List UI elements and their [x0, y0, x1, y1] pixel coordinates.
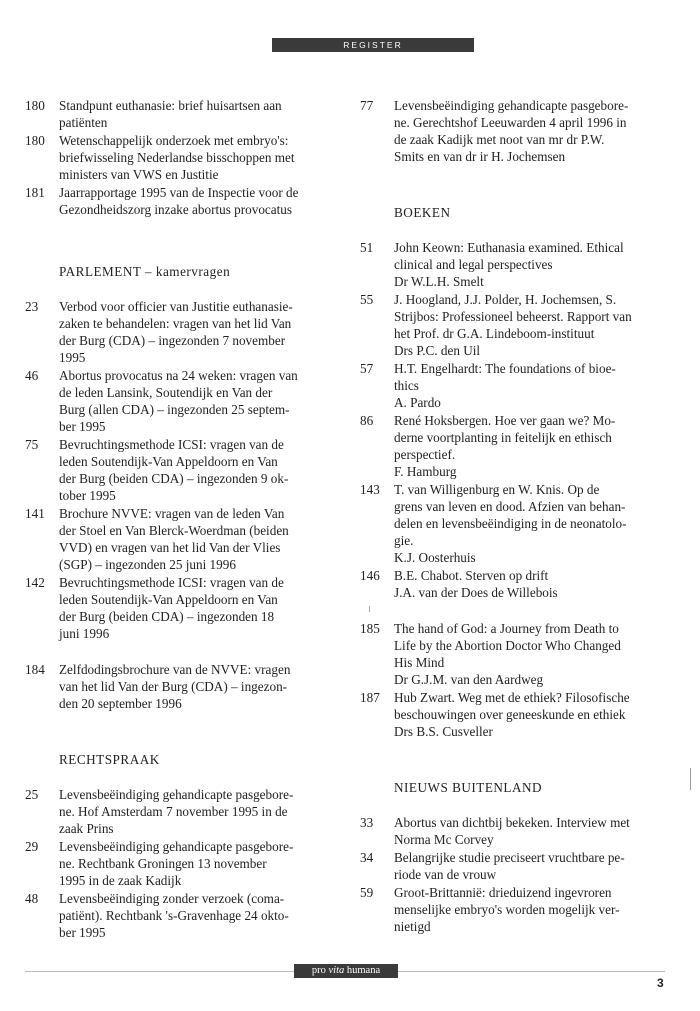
entry-text-line: Belangrijke studie preciseert vruchtbare pe- [394, 850, 625, 865]
register-entry [25, 97, 340, 131]
entry-page-number: 187 [360, 690, 380, 705]
entry-text-line: Abortus provocatus na 24 weken: vragen van [59, 368, 298, 383]
register-entry [360, 689, 670, 740]
register-entry [360, 567, 670, 601]
entry-text-line: F. Hamburg [394, 464, 457, 479]
entry-text-line: Levensbeëindiging zonder verzoek (coma- [59, 891, 285, 906]
entry-text-line: ne. Hof Amsterdam 7 november 1995 in de [59, 804, 288, 819]
entry-page-number: 75 [25, 437, 39, 452]
entry-text-line: grens van leven en dood. Afzien van behan- [394, 499, 626, 514]
entry-text-line: Life by the Abortion Doctor Who Changed [394, 638, 621, 653]
left-column [25, 97, 340, 942]
entry-text-line: perspectief. [394, 447, 456, 462]
boeken-extra-entries [360, 620, 670, 740]
register-entry [360, 814, 670, 848]
entry-text-line: Burg (allen CDA) – ingezonden 25 septem- [59, 402, 290, 417]
entry-text-line: A. Pardo [394, 395, 441, 410]
entry-page-number: 185 [360, 621, 380, 636]
entry-text-line: menselijke embryo's worden mogelijk ver- [394, 902, 620, 917]
entry-text-line: tober 1995 [59, 488, 116, 503]
entry-text-line: gie. [394, 533, 414, 548]
entry-text-line: ministers van VWS en Justitie [59, 167, 219, 182]
entry-page-number: 143 [360, 482, 380, 497]
section-title-parlement: PARLEMENT – kamervragen [59, 264, 231, 279]
entry-text-line: Dr G.J.M. van den Aardweg [394, 672, 544, 687]
entry-text-line: T. van Willigenburg en W. Knis. Op de [394, 482, 600, 497]
entry-text-line: van het lid Van der Burg (CDA) – ingezon- [59, 679, 288, 694]
entry-text-line: Verbod voor officier van Justitie euthanasie- [59, 299, 293, 314]
entry-page-number: 34 [360, 850, 374, 865]
entry-text-line: derne voortplanting in feitelijk en ethisch [394, 430, 612, 445]
entry-page-number: 55 [360, 292, 374, 307]
entry-text-line: Abortus van dichtbij bekeken. Interview met [394, 815, 630, 830]
entry-text-line: zaken te behandelen: vragen van het lid Van [59, 316, 292, 331]
section-title-rechtspraak: RECHTSPRAAK [59, 752, 160, 767]
register-entry [25, 436, 340, 504]
entry-text-line: Drs P.C. den Uil [394, 343, 481, 358]
entry-text-line: Drs B.S. Cusveller [394, 724, 493, 739]
entry-text-line: Bevruchtingsmethode ICSI: vragen van de [59, 575, 284, 590]
entry-text-line: de zaak Kadijk met noot van mr dr P.W. [394, 132, 605, 147]
journal-name-pre: pro [311, 965, 329, 976]
entry-text-line: Hub Zwart. Weg met de ethiek? Filosofische [394, 690, 630, 705]
entry-text-line: Wetenschappelijk onderzoek met embryo's: [59, 133, 289, 148]
entry-text-line: ber 1995 [59, 419, 106, 434]
entry-text-line: J. Hoogland, J.J. Polder, H. Jochemsen, S. [394, 292, 617, 307]
entry-text-line: John Keown: Euthanasia examined. Ethical [394, 240, 624, 255]
register-entry [25, 298, 340, 366]
entry-page-number: 48 [25, 891, 39, 906]
entry-text-line: VVD) en vragen van het lid Van der Vlies [59, 540, 281, 555]
entry-text-line: delen en levensbeëindiging in de neonatolo- [394, 516, 627, 531]
entry-text-line: der Burg (CDA) – ingezonden 7 november [59, 333, 286, 348]
entry-page-number: 46 [25, 368, 39, 383]
entry-text-line: Levensbeëindiging gehandicapte pasgebore- [59, 839, 294, 854]
entry-page-number: 23 [25, 299, 39, 314]
entry-text-line: Smits en van dr ir H. Jochemsen [394, 149, 566, 164]
register-entry [25, 367, 340, 435]
register-entry [25, 132, 340, 183]
entry-text-line: clinical and legal perspectives [394, 257, 553, 272]
entry-text-line: Levensbeëindiging gehandicapte pasgebore- [59, 787, 294, 802]
entry-text-line: Gezondheidszorg inzake abortus provocatus [59, 202, 293, 217]
entry-text-line: K.J. Oosterhuis [394, 550, 476, 565]
entry-page-number: 180 [25, 133, 45, 148]
parlement-entries [25, 298, 340, 642]
register-entry [25, 505, 340, 573]
entry-text-line: Levensbeëindiging gehandicapte pasgebore- [394, 98, 629, 113]
entry-text-line: Strijbos: Professioneel beheerst. Rapport van [394, 309, 632, 324]
entry-page-number: 57 [360, 361, 374, 376]
page-number: 3 [657, 976, 664, 990]
entry-text-line: J.A. van der Does de Willebois [394, 585, 558, 600]
entry-page-number: 181 [25, 185, 45, 200]
entry-text-line: der Burg (beiden CDA) – ingezonden 18 [59, 609, 275, 624]
entry-text-line: Groot-Brittannië: drieduizend ingevroren [394, 885, 612, 900]
entry-text-line: 1995 [59, 350, 86, 365]
right-top-entries [360, 97, 670, 165]
left-top-entries [25, 97, 340, 218]
entry-page-number: 184 [25, 662, 45, 677]
register-entry [360, 620, 670, 688]
entry-page-number: 25 [25, 787, 39, 802]
register-entry [360, 291, 670, 359]
parlement-extra-entries [25, 661, 340, 712]
register-entry [25, 574, 340, 642]
right-column [360, 97, 670, 936]
entry-text-line: beschouwingen over geneeskunde en ethiek [394, 707, 626, 722]
entry-text-line: der Stoel en Van Blerck-Woerdman (beiden [59, 523, 289, 538]
nieuws-entries [360, 814, 670, 935]
entry-text-line: Brochure NVVE: vragen van de leden Van [59, 506, 285, 521]
register-entry [360, 97, 670, 165]
entry-text-line: Dr W.L.H. Smelt [394, 274, 484, 289]
entry-text-line: thics [394, 378, 419, 393]
journal-name-italic: vita [328, 965, 345, 976]
scan-mark [369, 606, 370, 612]
entry-page-number: 51 [360, 240, 374, 255]
boeken-entries [360, 239, 670, 601]
entry-text-line: His Mind [394, 655, 445, 670]
entry-text-line: patiënten [59, 115, 108, 130]
entry-text-line: briefwisseling Nederlandse bisschoppen met [59, 150, 295, 165]
register-entry [360, 360, 670, 411]
entry-text-line: René Hoksbergen. Hoe ver gaan we? Mo- [394, 413, 616, 428]
entry-text-line: juni 1996 [59, 626, 110, 641]
entry-page-number: 86 [360, 413, 374, 428]
register-entry [360, 849, 670, 883]
entry-page-number: 77 [360, 98, 374, 113]
register-entry [360, 239, 670, 290]
entry-text-line: ne. Rechtbank Groningen 13 november [59, 856, 267, 871]
register-entry [360, 412, 670, 480]
entry-text-line: het Prof. dr G.A. Lindeboom-instituut [394, 326, 595, 341]
entry-text-line: ber 1995 [59, 925, 106, 940]
entry-text-line: 1995 in de zaak Kadijk [59, 873, 182, 888]
entry-text-line: zaak Prins [59, 821, 114, 836]
entry-text-line: Norma Mc Corvey [394, 832, 494, 847]
scan-mark [690, 768, 691, 790]
entry-text-line: der Burg (beiden CDA) – ingezonden 9 ok- [59, 471, 289, 486]
entry-text-line: den 20 september 1996 [59, 696, 182, 711]
section-title-nieuws-buitenland: NIEUWS BUITENLAND [394, 780, 543, 795]
register-entry [25, 890, 340, 941]
register-entry [25, 661, 340, 712]
entry-page-number: 146 [360, 568, 380, 583]
section-title-boeken: BOEKEN [394, 205, 451, 220]
register-entry [25, 184, 340, 218]
entry-page-number: 142 [25, 575, 45, 590]
entry-text-line: leden Soutendijk-Van Appeldoorn en Van [59, 454, 278, 469]
entry-page-number: 180 [25, 98, 45, 113]
entry-text-line: The hand of God: a Journey from Death to [394, 621, 619, 636]
entry-text-line: Jaarrapportage 1995 van de Inspectie voor de [59, 185, 299, 200]
entry-text-line: B.E. Chabot. Sterven op drift [394, 568, 549, 583]
entry-text-line: nietigd [394, 919, 431, 934]
entry-text-line: Standpunt euthanasie: brief huisartsen aan [59, 98, 282, 113]
entry-text-line: patiënt). Rechtbank 's-Gravenhage 24 okto- [59, 908, 289, 923]
entry-page-number: 29 [25, 839, 39, 854]
register-entry [360, 481, 670, 566]
entry-text-line: de leden Lansink, Soutendijk en Van der [59, 385, 273, 400]
entry-page-number: 59 [360, 885, 374, 900]
rechtspraak-entries [25, 786, 340, 941]
entry-page-number: 141 [25, 506, 45, 521]
entry-text-line: riode van de vrouw [394, 867, 497, 882]
entry-text-line: leden Soutendijk-Van Appeldoorn en Van [59, 592, 278, 607]
entry-text-line: ne. Gerechtshof Leeuwarden 4 april 1996 in [394, 115, 627, 130]
register-entry [25, 838, 340, 889]
entry-text-line: H.T. Engelhardt: The foundations of bioe- [394, 361, 616, 376]
entry-text-line: Zelfdodingsbrochure van de NVVE: vragen [59, 662, 291, 677]
register-entry [25, 786, 340, 837]
register-header: REGISTER [272, 38, 474, 52]
register-entry [360, 884, 670, 935]
entry-page-number: 33 [360, 815, 374, 830]
entry-text-line: Bevruchtingsmethode ICSI: vragen van de [59, 437, 284, 452]
journal-name [294, 964, 398, 978]
journal-name-post: humana [344, 965, 381, 976]
entry-text-line: (SGP) – ingezonden 25 juni 1996 [59, 557, 236, 572]
